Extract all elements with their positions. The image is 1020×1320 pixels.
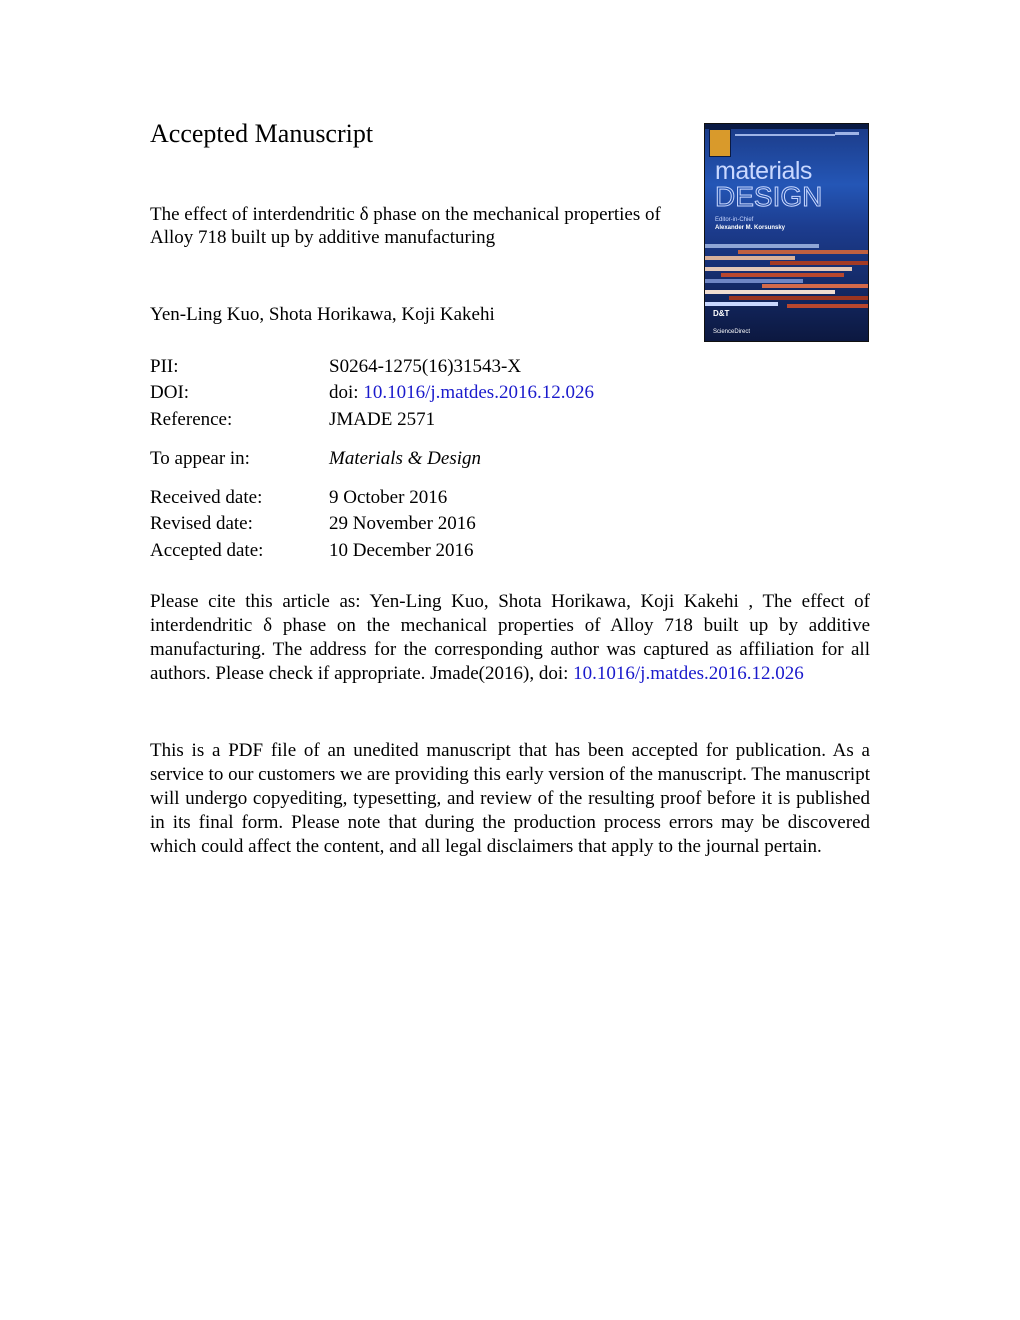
doi-link[interactable]: 10.1016/j.matdes.2016.12.026 (363, 382, 594, 403)
accepted-date-label: Accepted date: (150, 540, 264, 561)
appear-in-label: To appear in: (150, 448, 250, 469)
cover-header-line (735, 134, 835, 136)
revised-date-value: 29 November 2016 (329, 513, 476, 534)
citation-text: Please cite this article as: Yen-Ling Kuo, Shota Horikawa, Koji Kakehi , The effect of interdendritic δ phase on the mechanical properties of Alloy 718 built up by additive manufacturing. The address for the corresponding author was captured as affiliation for all authors. Please check if appropriate. Jmade(2016), doi: (150, 591, 870, 684)
elsevier-logo-icon (709, 129, 731, 157)
received-date-label: Received date: (150, 487, 263, 508)
reference-label: Reference: (150, 409, 233, 430)
cover-stripes-art (705, 242, 868, 342)
doi-value (329, 381, 594, 405)
pii-label: PII: (150, 356, 179, 377)
journal-name: Materials & Design (329, 448, 481, 469)
journal-cover-image (704, 123, 869, 342)
cover-title-line2: DESIGN (715, 181, 823, 212)
cover-editor-name: Alexander M. Korsunsky (715, 225, 786, 231)
cover-footer-platform: ScienceDirect (713, 329, 751, 335)
doi-prefix: doi: (329, 382, 359, 403)
cover-volume-line (835, 132, 859, 135)
pii-value: S0264-1275(16)31543-X (329, 356, 522, 377)
doi-label: DOI: (150, 382, 190, 403)
manuscript-notice: This is a PDF file of an unedited manuscript that has been accepted for publication. As a service to our customers we are providing this early version of the manuscript. The manuscript will undergo copyediting, typesetting, and review of the resulting proof before it is published in its final form. Please note that during the production process errors may be discovered which could affect the content, and all legal disclaimers that apply to the journal pertain. (150, 740, 870, 857)
cover-editor-label: Editor-in-Chief (715, 217, 754, 223)
article-title: The effect of interdendritic δ phase on the mechanical properties of Alloy 718 built up by additive manufacturing (150, 204, 661, 248)
cover-footer-brand: D&T (713, 309, 730, 318)
reference-value: JMADE 2571 (329, 409, 436, 430)
article-authors: Yen-Ling Kuo, Shota Horikawa, Koji Kakehi (150, 304, 495, 325)
citation-paragraph (150, 590, 870, 686)
cover-title-line1: materials (715, 157, 812, 185)
revised-date-label: Revised date: (150, 513, 253, 534)
accepted-date-value: 10 December 2016 (329, 540, 474, 561)
citation-doi-link[interactable]: 10.1016/j.matdes.2016.12.026 (573, 663, 804, 684)
received-date-value: 9 October 2016 (329, 487, 448, 508)
page-heading: Accepted Manuscript (150, 119, 374, 148)
